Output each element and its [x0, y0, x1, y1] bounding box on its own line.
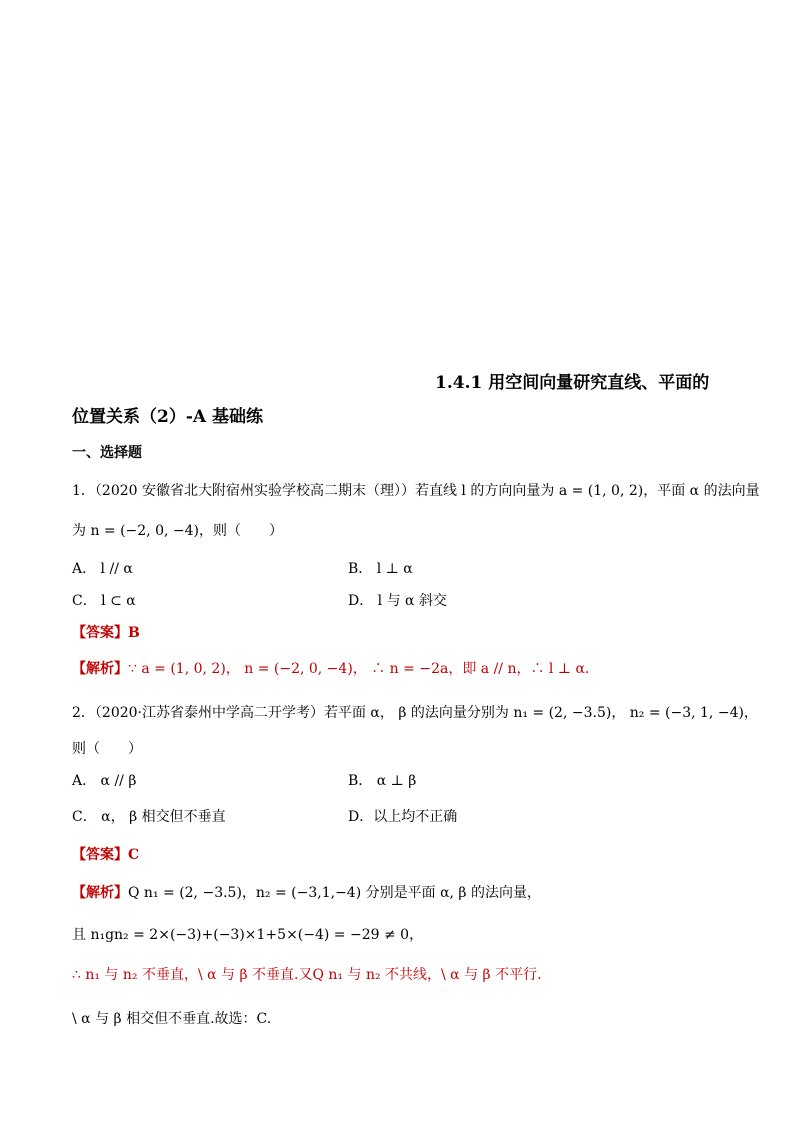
q2-option-c: C． α， β 相交但不垂直 — [72, 809, 226, 825]
q2-explanation-label: 【解析】 — [72, 885, 128, 901]
q1-answer — [72, 622, 140, 642]
q1-option-c: C． l ⊂ α — [72, 593, 136, 609]
q2-explanation-line1 — [72, 882, 541, 902]
doc-title-line1: 1.4.1 用空间向量研究直线、平面的 — [435, 373, 710, 393]
q1-stem-line1: 1．（2020 安徽省北大附宿州实验学校高二期末（理））若直线 l 的方向向量为 a = (1, 0, 2)，平面 α 的法向量 — [72, 483, 760, 499]
q2-answer-value: C — [128, 847, 140, 863]
section-heading: 一、选择题 — [72, 445, 142, 461]
q2-explanation-text1: Q n₁ = (2, −3.5)，n₂ = (−3,1,−4) 分别是平面 α, β 的法向量， — [128, 885, 541, 901]
q2-stem-line2: 则（ ） — [72, 741, 142, 757]
q1-option-a: A． l // α — [72, 561, 133, 577]
q1-answer-value: B — [128, 625, 140, 641]
q1-explanation — [72, 658, 589, 678]
q2-answer-label: 【答案】 — [72, 847, 128, 863]
q2-explanation-line4: \ α 与 β 相交但不垂直.故选：C. — [72, 1011, 272, 1027]
q2-option-a: A． α // β — [72, 773, 137, 789]
q1-answer-label: 【答案】 — [72, 625, 128, 641]
doc-title-line2: 位置关系（2）-A 基础练 — [72, 407, 263, 427]
q2-answer — [72, 844, 139, 864]
q1-explanation-text: ∵ a = (1, 0, 2)， n = (−2, 0, −4)， ∴ n = −2a，即 a // n，∴ l ⊥ α. — [128, 661, 590, 677]
q1-explanation-label: 【解析】 — [72, 661, 128, 677]
q1-option-b: B． l ⊥ α — [348, 561, 413, 577]
q1-option-d: D． l 与 α 斜交 — [348, 593, 447, 609]
q1-stem-line2: 为 n = (−2, 0, −4)，则（ ） — [72, 523, 284, 539]
q2-explanation-line3: ∴ n₁ 与 n₂ 不垂直，\ α 与 β 不垂直.又Q n₁ 与 n₂ 不共线，\ α 与 β 不平行. — [72, 967, 542, 983]
q2-option-b: B． α ⊥ β — [348, 773, 417, 789]
q2-stem-line1: 2．（2020·江苏省泰州中学高二开学考）若平面 α， β 的法向量分别为 n₁ = (2, −3.5)， n₂ = (−3, 1, −4)， — [72, 705, 758, 721]
q2-explanation-line2: 且 n₁gn₂ = 2×(−3)+(−3)×1+5×(−4) = −29 ≠ 0， — [72, 927, 424, 943]
q2-option-d: D．以上均不正确 — [348, 809, 458, 825]
